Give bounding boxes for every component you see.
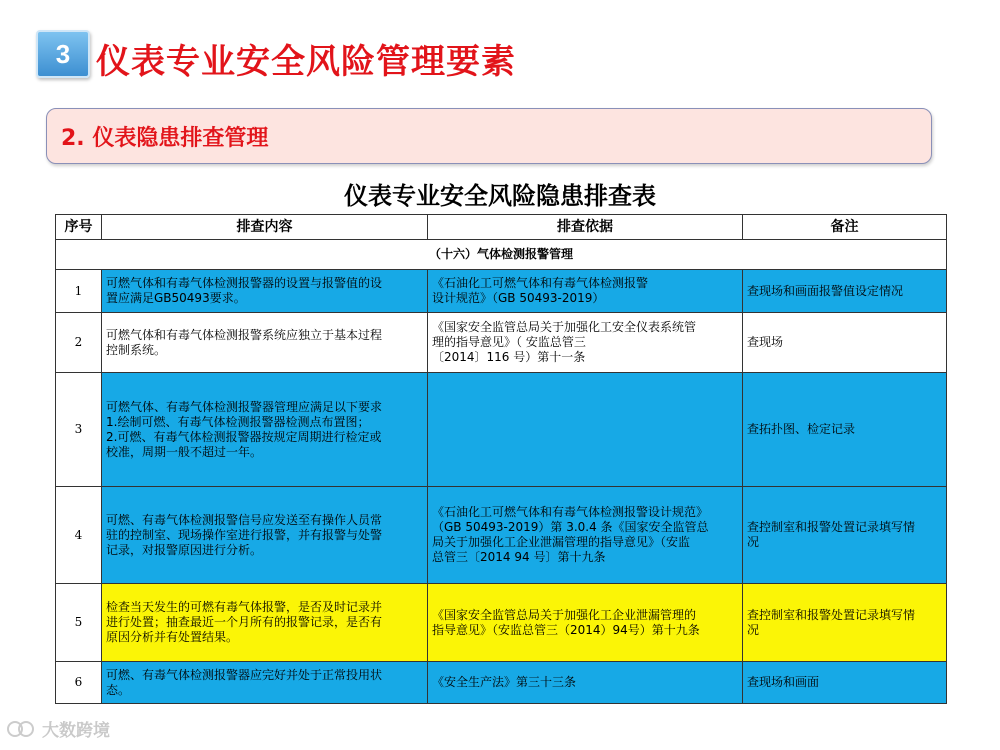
row-content bbox=[102, 487, 428, 584]
inspection-table bbox=[55, 214, 947, 704]
table-title: 仪表专业安全风险隐患排查表 bbox=[344, 182, 656, 210]
section-number: 3 bbox=[55, 38, 71, 69]
basis-line: 《国家安全监管总局关于加强化工企业泄漏管理的 bbox=[432, 607, 697, 622]
content-line: 可燃、有毒气体检测报警信号应发送至有操作人员常 bbox=[106, 512, 383, 527]
row-content bbox=[102, 662, 428, 704]
row-basis bbox=[428, 373, 743, 487]
watermark bbox=[6, 716, 110, 741]
remark-line: 查现场 bbox=[747, 335, 784, 349]
table-row bbox=[56, 584, 947, 662]
content-line: 1.绘制可燃、有毒气体检测报警器检测点布置图； bbox=[106, 414, 370, 429]
row-content bbox=[102, 373, 428, 487]
remark-line: 况 bbox=[747, 535, 760, 549]
row-remark bbox=[743, 584, 947, 662]
row-basis bbox=[428, 584, 743, 662]
column-header-basis: 排查依据 bbox=[428, 215, 743, 240]
content-line: 置应满足GB50493要求。 bbox=[106, 291, 246, 305]
column-header-remark: 备注 bbox=[743, 215, 947, 240]
watermark-logo-icon bbox=[6, 719, 36, 739]
content-line: 原因分析并有处置结果。 bbox=[106, 630, 239, 644]
row-remark bbox=[743, 313, 947, 373]
row-number: 3 bbox=[56, 373, 102, 487]
content-line: 可燃气体和有毒气体检测报警系统应独立于基本过程 bbox=[106, 327, 383, 342]
row-content bbox=[102, 270, 428, 313]
row-basis bbox=[428, 270, 743, 313]
row-number: 2 bbox=[56, 313, 102, 373]
row-number: 4 bbox=[56, 487, 102, 584]
content-line: 检查当天发生的可燃有毒气体报警，是否及时记录并 bbox=[106, 600, 383, 614]
remark-line: 查现场和画面 bbox=[747, 675, 820, 689]
basis-line: 指导意见》（安监总管三（2014）94号）第十九条 bbox=[432, 622, 700, 637]
row-content bbox=[102, 313, 428, 373]
table-header-row bbox=[56, 215, 947, 240]
row-remark bbox=[743, 270, 947, 313]
content-line: 记录，对报警原因进行分析。 bbox=[106, 542, 263, 557]
row-basis bbox=[428, 487, 743, 584]
remark-line: 查现场和画面报警值设定情况 bbox=[747, 283, 904, 298]
row-basis bbox=[428, 313, 743, 373]
row-remark bbox=[743, 662, 947, 704]
remark-line: 查控制室和报警处置记录填写情 bbox=[747, 520, 916, 534]
table-row bbox=[56, 270, 947, 313]
watermark-text: 大数跨境 bbox=[42, 721, 110, 741]
content-line: 可燃气体、有毒气体检测报警器管理应满足以下要求 bbox=[106, 399, 383, 414]
content-line: 进行处置；抽查最近一个月所有的报警记录，是否有 bbox=[106, 615, 383, 629]
content-line: 态。 bbox=[106, 682, 131, 697]
content-line: 校准，周期一般不超过一年。 bbox=[106, 444, 263, 459]
remark-line: 况 bbox=[747, 622, 760, 637]
subheader-cell: （十六）气体检测报警管理 bbox=[56, 240, 947, 270]
basis-line: 〔2014〕116 号）第十一条 bbox=[432, 350, 586, 364]
content-line: 可燃、有毒气体检测报警器应完好并处于正常投用状 bbox=[106, 667, 383, 682]
section-heading-box bbox=[46, 108, 932, 164]
content-line: 驻的控制室、现场操作室进行报警，并有报警与处警 bbox=[106, 527, 383, 542]
table-row bbox=[56, 662, 947, 704]
basis-line: 总管三〔2014 94 号〕第十九条 bbox=[432, 550, 606, 564]
table-row bbox=[56, 487, 947, 584]
page-title: 仪表专业安全风险管理要素 bbox=[96, 42, 516, 82]
section-heading: 2. 仪表隐患排查管理 bbox=[61, 125, 269, 151]
row-remark bbox=[743, 373, 947, 487]
row-number: 1 bbox=[56, 270, 102, 313]
basis-line: 《石油化工可燃气体和有毒气体检测报警 bbox=[432, 276, 649, 290]
column-header-number: 序号 bbox=[56, 215, 102, 240]
basis-line: 《国家安全监管总局关于加强化工安全仪表系统管 bbox=[432, 320, 697, 334]
section-number-badge bbox=[36, 30, 90, 78]
row-remark bbox=[743, 487, 947, 584]
row-number: 6 bbox=[56, 662, 102, 704]
basis-line: 局关于加强化工企业泄漏管理的指导意见》（安监 bbox=[432, 535, 691, 549]
table-row bbox=[56, 373, 947, 487]
basis-line: 理的指导意见》（ 安监总管三 bbox=[432, 335, 586, 349]
row-number: 5 bbox=[56, 584, 102, 662]
remark-line: 查控制室和报警处置记录填写情 bbox=[747, 607, 916, 622]
content-line: 控制系统。 bbox=[106, 342, 167, 357]
remark-line: 查拓扑图、检定记录 bbox=[747, 422, 856, 436]
basis-line: 《安全生产法》第三十三条 bbox=[432, 675, 577, 689]
basis-line: 设计规范》（GB 50493-2019） bbox=[432, 291, 605, 305]
row-content bbox=[102, 584, 428, 662]
content-line: 可燃气体和有毒气体检测报警器的设置与报警值的设 bbox=[106, 276, 383, 290]
subheader-row bbox=[56, 240, 947, 270]
basis-line: 《石油化工可燃气体和有毒气体检测报警设计规范》 bbox=[432, 505, 709, 519]
column-header-content: 排查内容 bbox=[102, 215, 428, 240]
basis-line: （GB 50493-2019）第 3.0.4 条《国家安全监管总 bbox=[432, 520, 709, 534]
content-line: 2.可燃、有毒气体检测报警器按规定周期进行检定或 bbox=[106, 429, 382, 444]
row-basis bbox=[428, 662, 743, 704]
table-row bbox=[56, 313, 947, 373]
